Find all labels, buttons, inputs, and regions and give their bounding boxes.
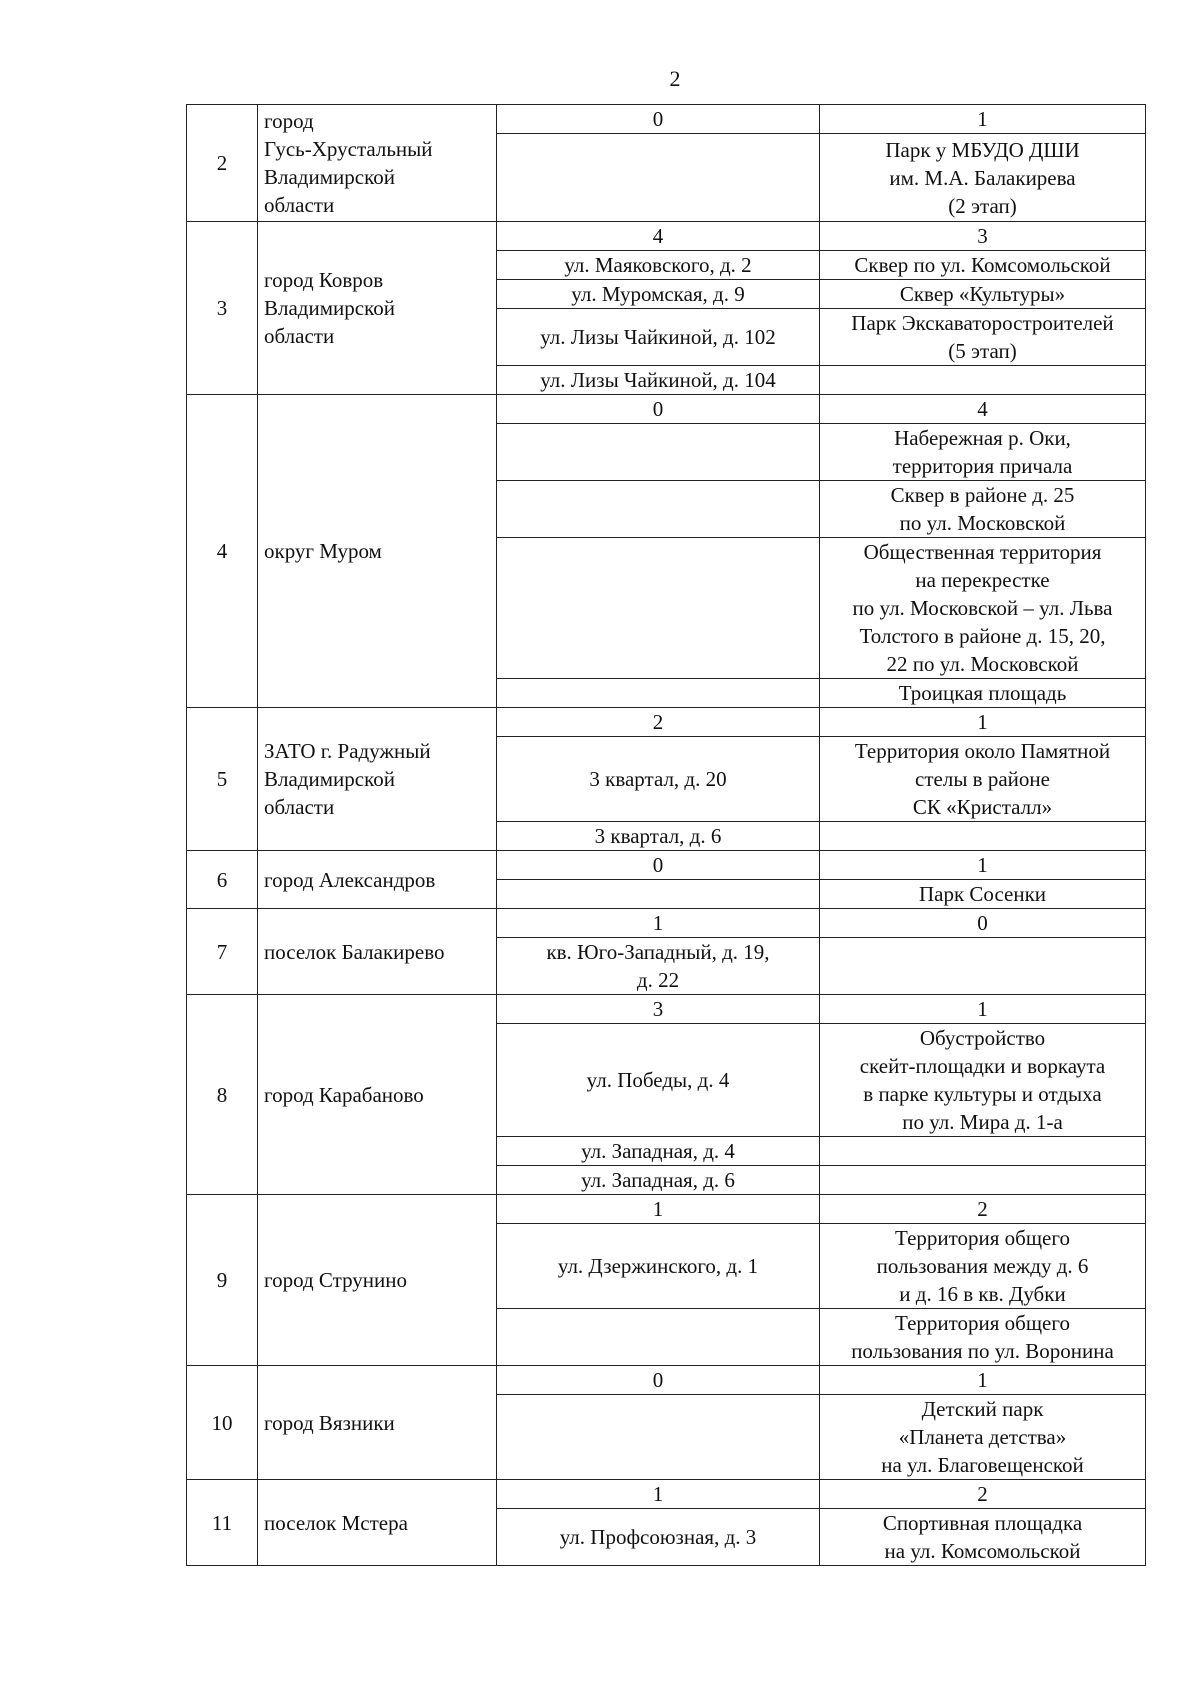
- municipality-name: [258, 1366, 497, 1480]
- territory-cell: [820, 822, 1146, 851]
- territory-cell: [820, 424, 1146, 481]
- row-number: 2: [187, 105, 258, 222]
- territory-cell: [820, 280, 1146, 309]
- territory-line: Территория общего: [895, 1311, 1070, 1335]
- municipality-name: [258, 105, 497, 222]
- table-row: [187, 1480, 1146, 1509]
- territory-cell: [820, 481, 1146, 538]
- table-row: [187, 995, 1146, 1024]
- territory-cell: [820, 366, 1146, 395]
- municipality-name-line: город Карабаново: [264, 1082, 424, 1107]
- row-number: 4: [187, 395, 258, 708]
- address-cell: [497, 366, 820, 395]
- row-number: 7: [187, 909, 258, 995]
- territory-count: 1: [820, 105, 1146, 134]
- territory-count: 4: [820, 395, 1146, 424]
- territory-line: пользования между д. 6: [876, 1254, 1089, 1278]
- municipality-name-line: ЗАТО г. Радужный: [264, 739, 431, 763]
- address-count: 1: [497, 1480, 820, 1509]
- address-line: кв. Юго-Западный, д. 19,: [546, 940, 770, 964]
- municipality-name-line: области: [264, 324, 335, 348]
- territory-line: в парке культуры и отдыха: [863, 1082, 1102, 1106]
- table-row: [187, 909, 1146, 938]
- municipality-name-line: Владимирской: [264, 296, 395, 320]
- territory-line: стелы в районе: [915, 767, 1050, 791]
- address-cell: [497, 822, 820, 851]
- territory-line: «Планета детства»: [898, 1425, 1067, 1449]
- territory-line: Сквер в районе д. 25: [890, 483, 1075, 507]
- territory-line: Парк Экскаваторостроителей: [851, 311, 1114, 335]
- address-count: 3: [497, 995, 820, 1024]
- table-row: [187, 222, 1146, 251]
- municipality-name-line: город: [264, 109, 314, 133]
- address-cell: [497, 880, 820, 909]
- municipality-name-line: области: [264, 795, 335, 819]
- territory-cell: [820, 880, 1146, 909]
- page-number: 2: [669, 66, 681, 91]
- table-row: [187, 1195, 1146, 1224]
- row-number: 5: [187, 708, 258, 851]
- address-cell: [497, 1224, 820, 1309]
- address-line: ул. Муромская, д. 9: [571, 282, 745, 306]
- municipality-name-line: области: [264, 193, 335, 217]
- table-row: [187, 851, 1146, 880]
- territory-count: 1: [820, 708, 1146, 737]
- address-count: 1: [497, 1195, 820, 1224]
- address-cell: [497, 737, 820, 822]
- territory-count: 1: [820, 851, 1146, 880]
- territory-line: Толстого в районе д. 15, 20,: [859, 624, 1106, 648]
- territory-cell: [820, 134, 1146, 222]
- address-cell: [497, 309, 820, 366]
- territory-line: пользования по ул. Воронина: [851, 1339, 1114, 1363]
- table-row: [187, 1366, 1146, 1395]
- address-cell: [497, 1395, 820, 1480]
- municipality-name: [258, 995, 497, 1195]
- territory-cell: [820, 309, 1146, 366]
- address-count: 0: [497, 395, 820, 424]
- address-cell: [497, 1024, 820, 1137]
- table-row: [187, 395, 1146, 424]
- territory-cell: [820, 1137, 1146, 1166]
- municipality-name: [258, 395, 497, 708]
- territory-line: Сквер «Культуры»: [899, 282, 1066, 306]
- territory-line: СК «Кристалл»: [912, 795, 1053, 819]
- municipality-name: [258, 851, 497, 909]
- row-number: 11: [187, 1480, 258, 1566]
- territory-line: по ул. Московской: [899, 511, 1066, 535]
- territory-count: 1: [820, 995, 1146, 1024]
- municipality-name-line: округ Муром: [264, 539, 382, 563]
- territory-cell: [820, 538, 1146, 679]
- territory-line: Обустройство: [919, 1026, 1046, 1050]
- territory-cell: [820, 1509, 1146, 1566]
- address-line: ул. Западная, д. 6: [581, 1168, 735, 1192]
- territory-line: Сквер по ул. Комсомольской: [854, 253, 1111, 277]
- address-line: ул. Западная, д. 4: [581, 1139, 735, 1163]
- territory-line: 22 по ул. Московской: [886, 652, 1079, 676]
- row-number: 10: [187, 1366, 258, 1480]
- territory-cell: [820, 737, 1146, 822]
- row-number: 9: [187, 1195, 258, 1366]
- territory-line: Троицкая площадь: [898, 681, 1067, 705]
- territory-cell: [820, 1395, 1146, 1480]
- territory-cell: [820, 1024, 1146, 1137]
- territory-line: Территория общего: [895, 1226, 1070, 1250]
- territory-line: Детский парк: [921, 1397, 1044, 1421]
- address-cell: [497, 134, 820, 222]
- address-line: д. 22: [636, 968, 680, 992]
- municipality-name: [258, 222, 497, 395]
- address-line: ул. Победы, д. 4: [586, 1068, 730, 1092]
- municipality-name: [258, 909, 497, 995]
- municipality-name: [258, 1195, 497, 1366]
- territory-line: по ул. Мира д. 1-а: [902, 1110, 1063, 1134]
- territory-cell: [820, 1166, 1146, 1195]
- territory-count: 3: [820, 222, 1146, 251]
- territory-line: Спортивная площадка: [882, 1511, 1083, 1535]
- row-number: 8: [187, 995, 258, 1195]
- address-line: ул. Дзержинского, д. 1: [557, 1254, 759, 1278]
- address-cell: [497, 938, 820, 995]
- address-cell: [497, 481, 820, 538]
- address-count: 4: [497, 222, 820, 251]
- territory-count: 1: [820, 1366, 1146, 1395]
- municipality-name-line: город Струнино: [264, 1268, 408, 1292]
- territory-line: Парк Сосенки: [918, 882, 1047, 906]
- territory-line: Территория около Памятной: [854, 739, 1111, 763]
- address-line: ул. Лизы Чайкиной, д. 102: [540, 325, 776, 349]
- address-line: ул. Лизы Чайкиной, д. 104: [540, 368, 776, 392]
- address-cell: [497, 251, 820, 280]
- address-line: ул. Маяковского, д. 2: [564, 253, 752, 277]
- address-count: 0: [497, 1366, 820, 1395]
- address-count: 2: [497, 708, 820, 737]
- address-cell: [497, 538, 820, 679]
- territory-line: Парк у МБУДО ДШИ: [885, 137, 1080, 162]
- address-count: 1: [497, 909, 820, 938]
- municipality-name-line: Владимирской: [264, 767, 395, 791]
- territory-cell: [820, 1309, 1146, 1366]
- address-cell: [497, 1166, 820, 1195]
- territory-line: и д. 16 в кв. Дубки: [899, 1282, 1066, 1306]
- municipality-name-line: поселок Балакирево: [264, 939, 445, 964]
- address-line: 3 квартал, д. 6: [594, 824, 722, 848]
- municipality-name-line: Владимирской: [264, 165, 395, 189]
- municipality-name-line: Гусь-Хрустальный: [264, 137, 433, 161]
- territory-count: 0: [820, 909, 1146, 938]
- territory-count: 2: [820, 1195, 1146, 1224]
- row-number: 3: [187, 222, 258, 395]
- territory-count: 2: [820, 1480, 1146, 1509]
- address-cell: [497, 280, 820, 309]
- territory-line: на перекрестке: [915, 568, 1050, 592]
- municipality-name: [258, 1480, 497, 1566]
- territory-line: им. М.А. Балакирева: [889, 165, 1076, 190]
- table-row: [187, 105, 1146, 134]
- address-cell: [497, 424, 820, 481]
- territory-line: на ул. Комсомольской: [884, 1539, 1081, 1563]
- municipality-name-line: поселок Мстера: [264, 1510, 408, 1535]
- table-row: [187, 708, 1146, 737]
- territory-cell: [820, 251, 1146, 280]
- address-cell: [497, 679, 820, 708]
- territory-line: по ул. Московской – ул. Льва: [852, 596, 1113, 620]
- territory-cell: [820, 938, 1146, 995]
- territory-line: территория причала: [892, 454, 1073, 478]
- address-line: ул. Профсоюзная, д. 3: [559, 1525, 757, 1549]
- territory-line: Набережная р. Оки,: [894, 426, 1071, 450]
- territory-line: скейт-площадки и воркаута: [859, 1054, 1106, 1078]
- municipality-name: [258, 708, 497, 851]
- address-line: 3 квартал, д. 20: [589, 767, 727, 791]
- municipality-name-line: город Александров: [264, 867, 436, 892]
- territory-cell: [820, 1224, 1146, 1309]
- territory-line: (2 этап): [948, 193, 1017, 218]
- territories-table: [186, 104, 1146, 1566]
- row-number: 6: [187, 851, 258, 909]
- territory-line: Общественная территория: [863, 540, 1102, 564]
- address-cell: [497, 1137, 820, 1166]
- address-cell: [497, 1509, 820, 1566]
- address-count: 0: [497, 105, 820, 134]
- municipality-name-line: город Вязники: [264, 1410, 395, 1435]
- territory-line: (5 этап): [948, 339, 1017, 363]
- municipality-name-line: город Ковров: [264, 268, 384, 292]
- territory-cell: [820, 679, 1146, 708]
- address-cell: [497, 1309, 820, 1366]
- territory-line: на ул. Благовещенской: [881, 1453, 1084, 1477]
- address-count: 0: [497, 851, 820, 880]
